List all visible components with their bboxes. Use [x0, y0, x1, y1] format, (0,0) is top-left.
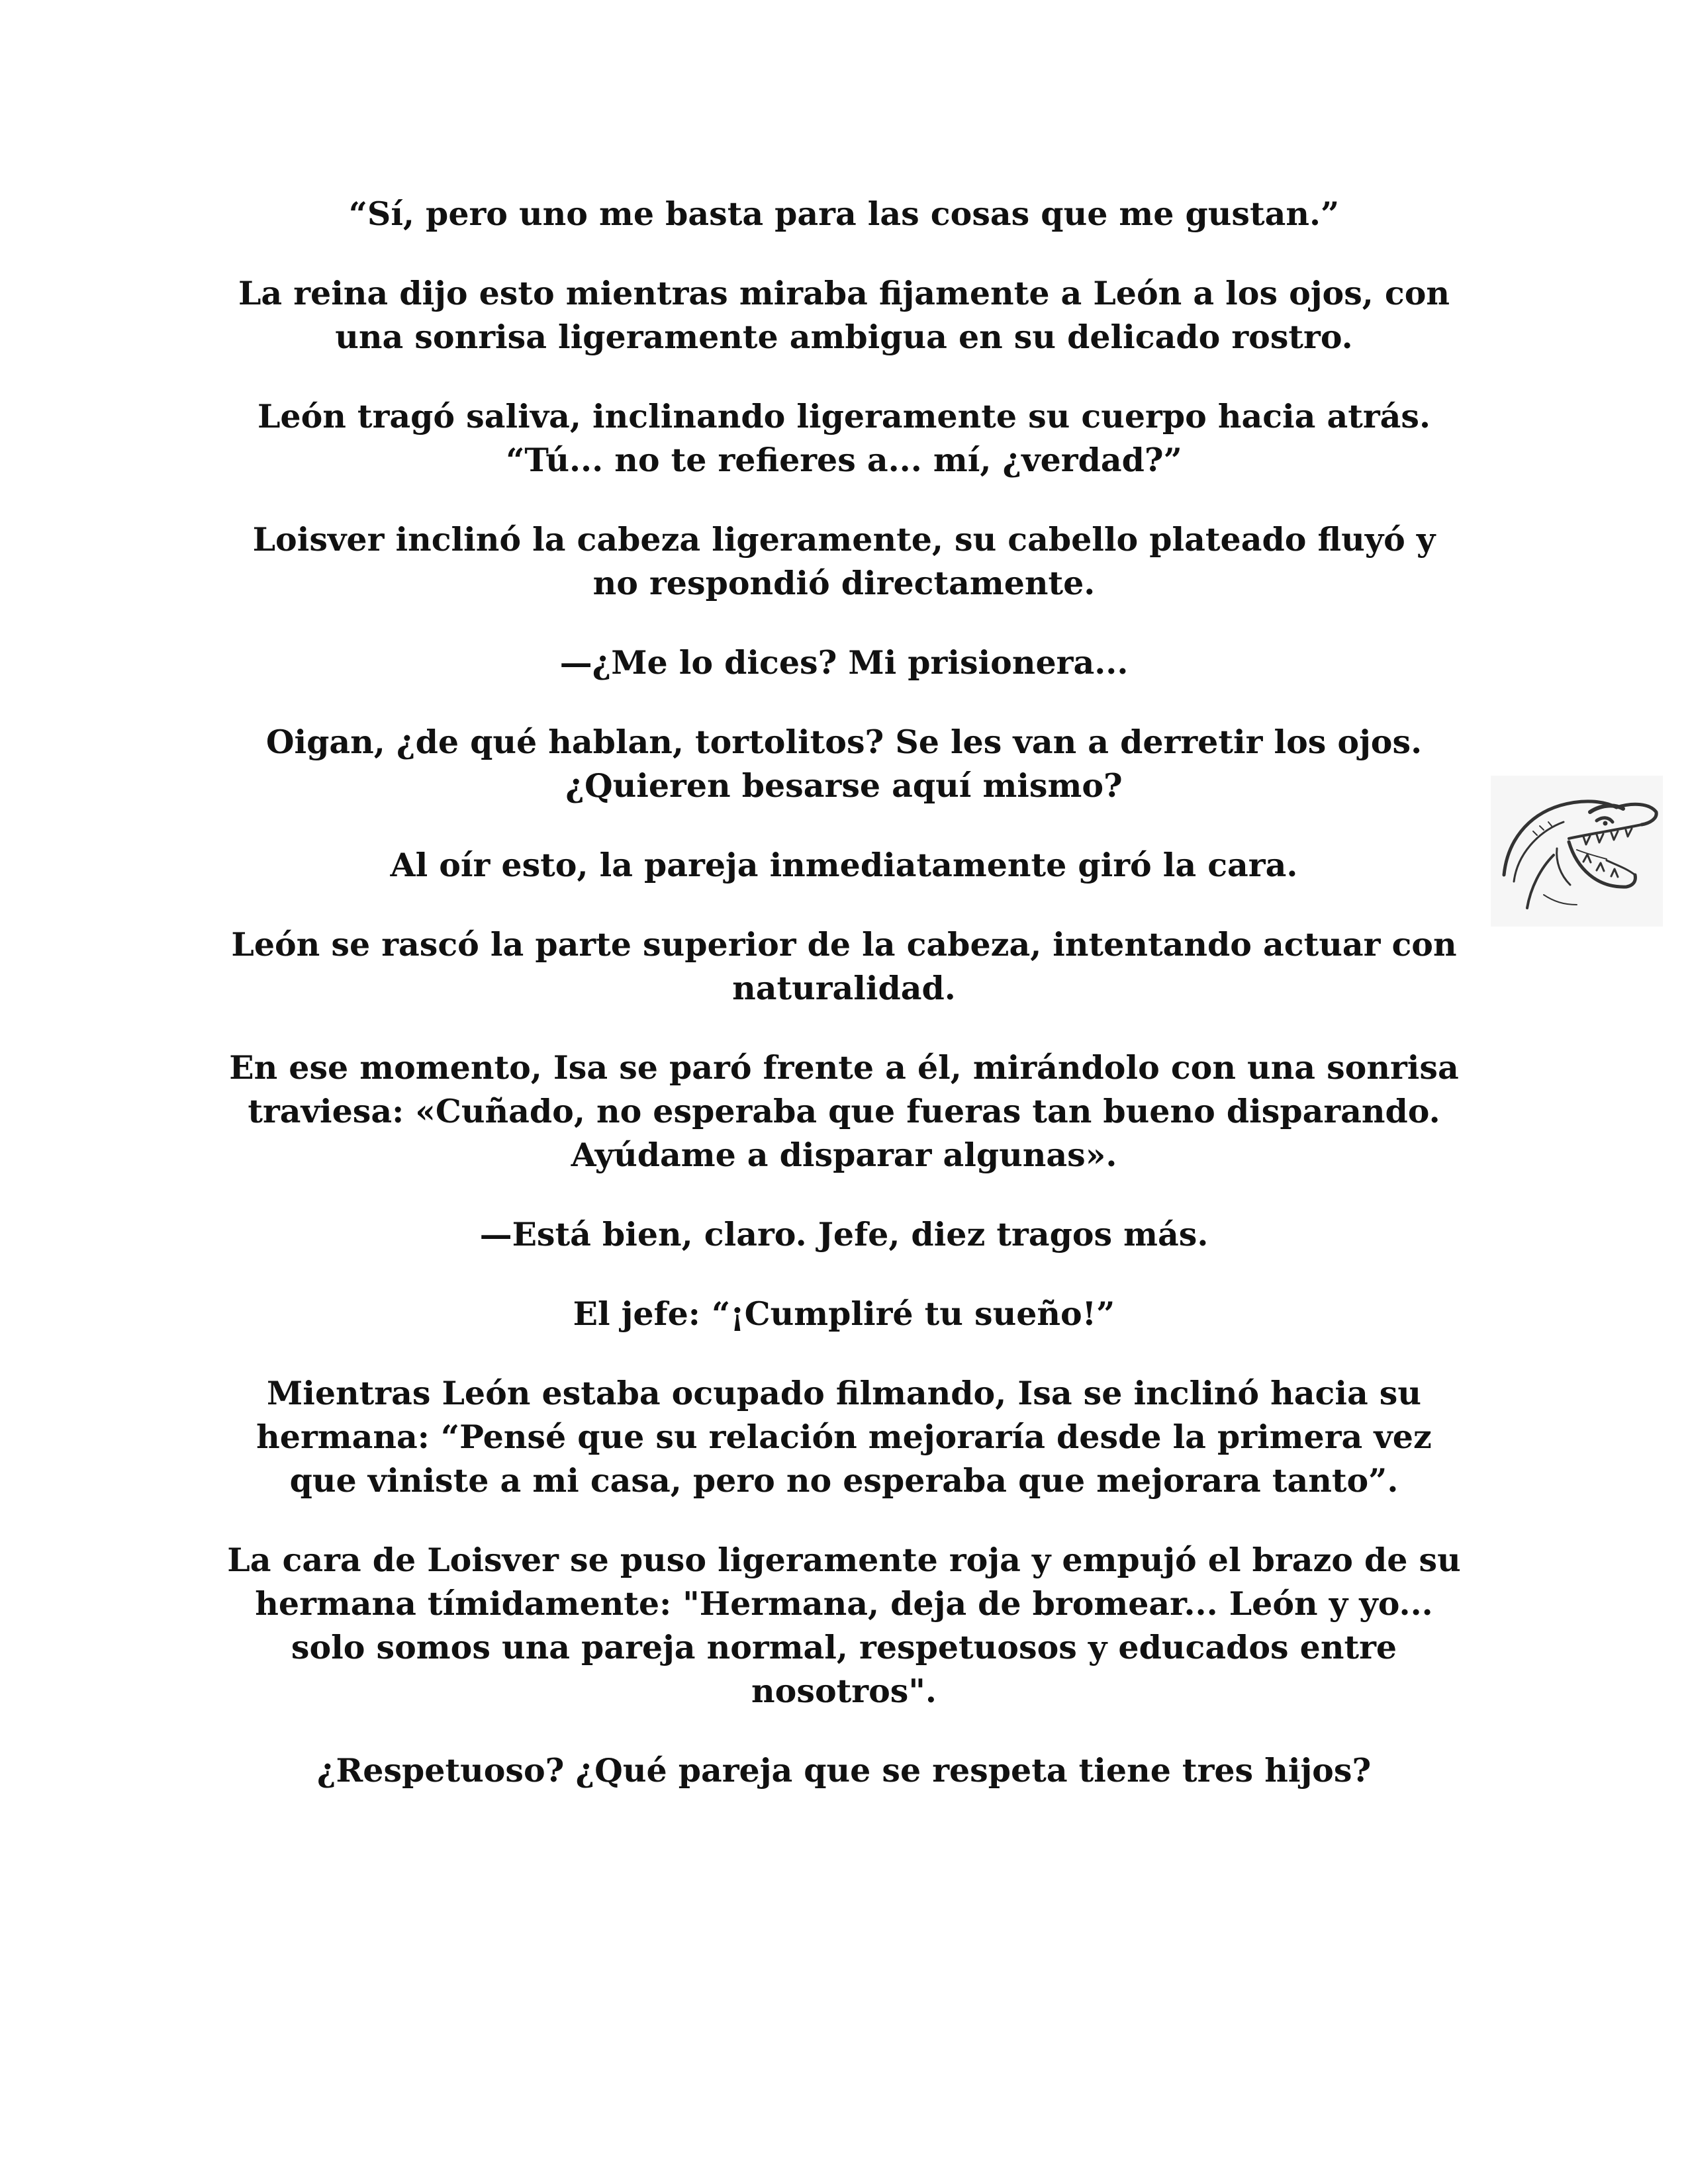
body-text: [225, 192, 1463, 1828]
paragraph-11: El jefe: “¡Cumpliré tu sueño!”: [573, 1295, 1115, 1333]
paragraph-7: Al oír esto, la pareja inmediatamente giró la cara.: [390, 846, 1298, 884]
paragraph-12: Mientras León estaba ocupado filmando, Isa se inclinó hacia su hermana: “Pensé que su relación mejoraría desde la primera vez que viniste a mi casa, pero no esperaba que mejorara tanto”.: [256, 1374, 1432, 1500]
paragraph-14: ¿Respetuoso? ¿Qué pareja que se respeta tiene tres hijos?: [316, 1751, 1372, 1790]
paragraph-8: León se rascó la parte superior de la cabeza, intentando actuar con naturalidad.: [231, 925, 1457, 1007]
paragraph-9: En ese momento, Isa se paró frente a él, mirándolo con una sonrisa traviesa: «Cuñado, no esperaba que fueras tan bueno disparando. Ayúdame a disparar algunas».: [229, 1048, 1459, 1174]
paragraph-1: “Sí, pero uno me basta para las cosas que me gustan.”: [348, 195, 1340, 233]
paragraph-5: —¿Me lo dices? Mi prisionera...: [559, 643, 1129, 682]
dinosaur-sketch-icon: [1491, 776, 1663, 927]
paragraph-6: Oigan, ¿de qué hablan, tortolitos? Se les van a derretir los ojos. ¿Quieren besarse aquí mismo?: [265, 723, 1423, 805]
paragraph-3: León tragó saliva, inclinando ligeramente su cuerpo hacia atrás. “Tú... no te refieres a... mí, ¿verdad?”: [257, 397, 1431, 479]
paragraph-13: La cara de Loisver se puso ligeramente roja y empujó el brazo de su hermana tímidamente: "Hermana, deja de bromear... León y yo... solo somos una pareja normal, respetuosos y educados entre nosotros".: [227, 1541, 1461, 1710]
paragraph-4: Loisver inclinó la cabeza ligeramente, su cabello plateado fluyó y no respondió directamente.: [252, 520, 1436, 602]
paragraph-2: La reina dijo esto mientras miraba fijamente a León a los ojos, con una sonrisa ligeramente ambigua en su delicado rostro.: [238, 274, 1450, 356]
paragraph-10: —Está bien, claro. Jefe, diez tragos más.: [479, 1215, 1209, 1253]
